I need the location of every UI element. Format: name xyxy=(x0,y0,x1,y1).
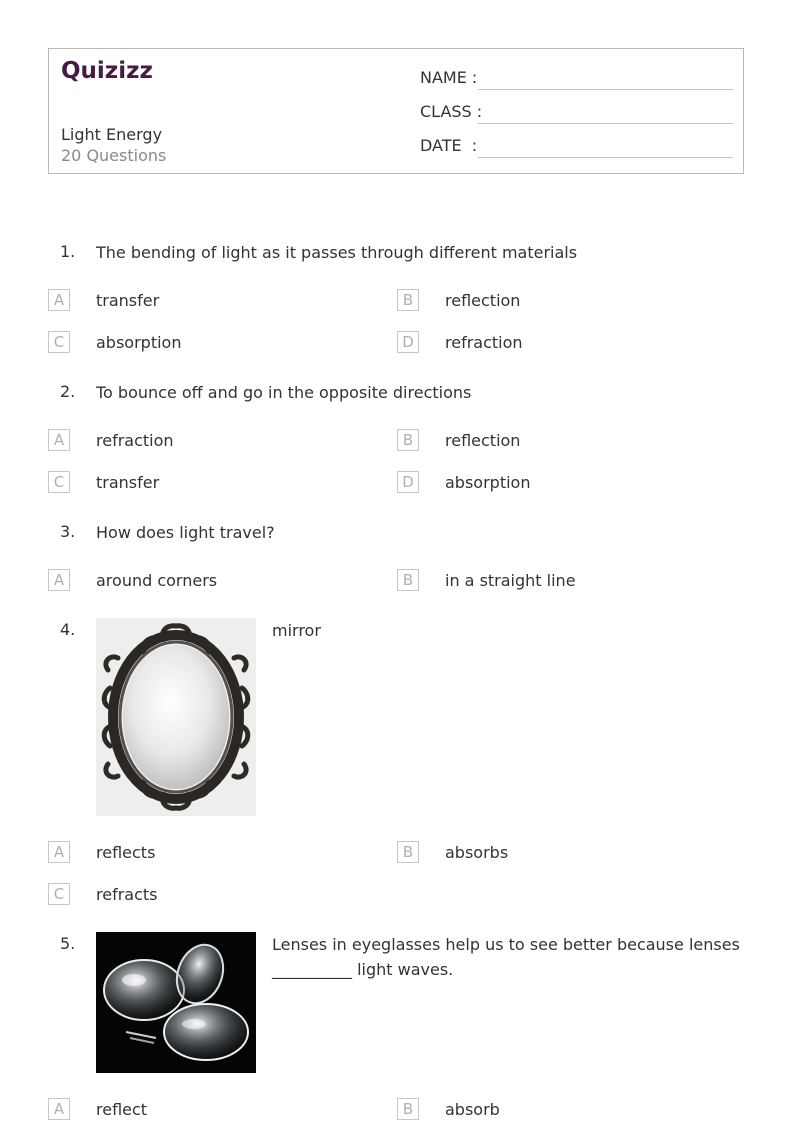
option-c-text: absorption xyxy=(96,333,182,352)
option-c-box[interactable]: C xyxy=(48,331,70,353)
lenses-illustration xyxy=(96,932,256,1073)
question-number: 3. xyxy=(60,522,76,541)
name-field[interactable] xyxy=(478,89,733,90)
option-d-text: absorption xyxy=(445,473,531,492)
quizizz-logo: Quizizz xyxy=(61,58,153,84)
option-b-box[interactable]: B xyxy=(397,429,419,451)
option-a-box[interactable]: A xyxy=(48,569,70,591)
class-label: CLASS : xyxy=(420,102,483,121)
option-d-box[interactable]: D xyxy=(397,331,419,353)
question-number: 1. xyxy=(60,242,76,261)
question-text-line-2: __________ light waves. xyxy=(272,960,454,979)
option-b-box[interactable]: B xyxy=(397,289,419,311)
option-b-text: in a straight line xyxy=(445,571,576,590)
option-c-box[interactable]: C xyxy=(48,883,70,905)
question-number: 2. xyxy=(60,382,76,401)
option-a-text: transfer xyxy=(96,291,160,310)
option-a-box[interactable]: A xyxy=(48,841,70,863)
option-a-text: refraction xyxy=(96,431,174,450)
date-field[interactable] xyxy=(478,157,733,158)
question-text: How does light travel? xyxy=(96,523,275,542)
mirror-illustration xyxy=(96,618,256,816)
option-b-text: reflection xyxy=(445,291,521,310)
question-number: 4. xyxy=(60,620,76,639)
class-field[interactable] xyxy=(478,123,733,124)
worksheet-title: Light Energy xyxy=(61,125,163,144)
option-a-box[interactable]: A xyxy=(48,289,70,311)
date-label: DATE : xyxy=(420,136,478,155)
question-number: 5. xyxy=(60,934,76,953)
lenses-photo xyxy=(96,932,256,1073)
option-c-text: refracts xyxy=(96,885,158,904)
mirror-photo xyxy=(96,618,256,816)
option-b-text: reflection xyxy=(445,431,521,450)
worksheet-header xyxy=(48,48,744,174)
question-count: 20 Questions xyxy=(61,146,167,165)
option-d-text: refraction xyxy=(445,333,523,352)
question-text: The bending of light as it passes through different materials xyxy=(96,243,578,262)
option-c-text: transfer xyxy=(96,473,160,492)
question-text: To bounce off and go in the opposite directions xyxy=(96,383,472,402)
option-a-text: reflect xyxy=(96,1100,148,1119)
question-text-line-1: Lenses in eyeglasses help us to see better because lenses xyxy=(272,935,740,954)
name-label: NAME : xyxy=(420,68,478,87)
option-a-text: reflects xyxy=(96,843,156,862)
option-c-box[interactable]: C xyxy=(48,471,70,493)
option-b-box[interactable]: B xyxy=(397,569,419,591)
option-b-text: absorbs xyxy=(445,843,509,862)
question-text: mirror xyxy=(272,621,321,640)
option-d-box[interactable]: D xyxy=(397,471,419,493)
option-a-box[interactable]: A xyxy=(48,1098,70,1120)
option-b-box[interactable]: B xyxy=(397,841,419,863)
option-b-box[interactable]: B xyxy=(397,1098,419,1120)
option-a-text: around corners xyxy=(96,571,218,590)
option-b-text: absorb xyxy=(445,1100,500,1119)
option-a-box[interactable]: A xyxy=(48,429,70,451)
